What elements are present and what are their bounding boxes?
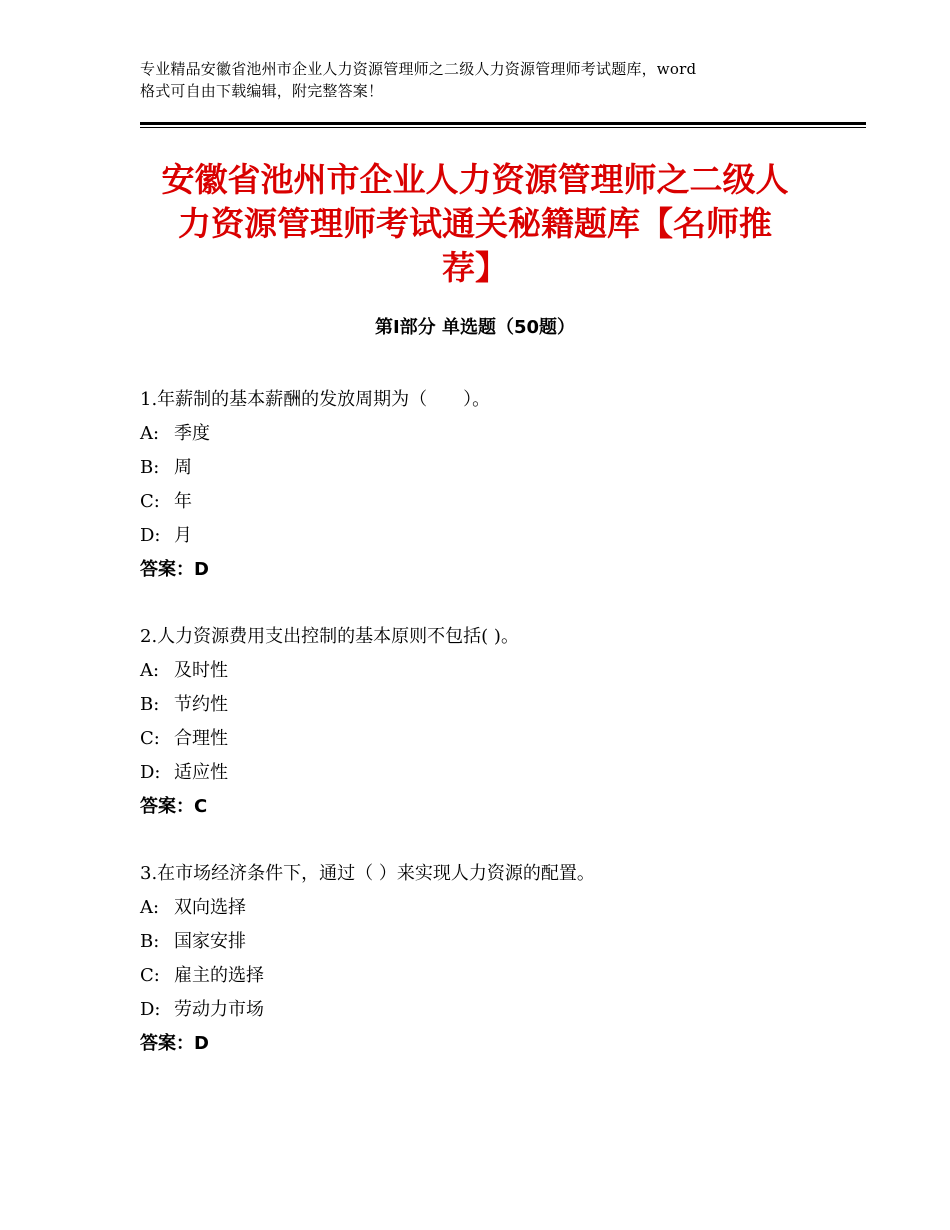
option-letter: B: (140, 457, 160, 478)
option-b (140, 688, 830, 722)
option-letter: D: (140, 999, 161, 1020)
document-title-line-2: 力资源管理师考试通关秘籍题库【名师推 (178, 204, 772, 243)
option-text: 季度 (174, 423, 210, 444)
answer: 答案：D (140, 1033, 209, 1054)
option-text: 国家安排 (174, 931, 246, 952)
option-letter: A: (140, 897, 160, 918)
option-c (140, 959, 830, 993)
answer: 答案：C (140, 796, 208, 817)
header-note-line-2: 格式可自由下载编辑，附完整答案！ (140, 82, 384, 100)
section-title: 第Ⅰ部分 单选题（50题） (374, 317, 575, 338)
option-letter: D: (140, 762, 161, 783)
option-letter: C: (140, 728, 160, 749)
question-stem: 1.年薪制的基本薪酬的发放周期为（ ）。 (140, 389, 491, 410)
option-letter: C: (140, 965, 160, 986)
option-letter: A: (140, 660, 160, 681)
option-text: 双向选择 (174, 897, 246, 918)
option-c (140, 485, 830, 519)
option-letter: A: (140, 423, 160, 444)
option-text: 周 (174, 457, 192, 478)
option-a (140, 417, 830, 451)
question-list (140, 383, 830, 1094)
option-text: 适应性 (174, 762, 228, 783)
option-letter: B: (140, 694, 160, 715)
option-d (140, 519, 830, 553)
option-letter: B: (140, 931, 160, 952)
option-letter: C: (140, 491, 160, 512)
option-b (140, 451, 830, 485)
header-divider-thick (140, 122, 866, 125)
option-d (140, 756, 830, 790)
option-text: 节约性 (174, 694, 228, 715)
document-title-line-3: 荐】 (442, 248, 508, 287)
option-text: 及时性 (174, 660, 228, 681)
question-1 (140, 383, 830, 587)
option-text: 合理性 (174, 728, 228, 749)
question-2 (140, 620, 830, 824)
header-note-line-1: 专业精品安徽省池州市企业人力资源管理师之二级人力资源管理师考试题库，word (140, 60, 697, 78)
option-text: 月 (174, 525, 192, 546)
question-stem: 3.在市场经济条件下，通过（ ）来实现人力资源的配置。 (140, 863, 595, 884)
option-a (140, 891, 830, 925)
answer: 答案：D (140, 559, 209, 580)
header-divider-thin (140, 127, 866, 128)
option-text: 劳动力市场 (174, 999, 264, 1020)
question-3 (140, 857, 830, 1061)
option-d (140, 993, 830, 1027)
option-letter: D: (140, 525, 161, 546)
question-stem: 2.人力资源费用支出控制的基本原则不包括( )。 (140, 626, 519, 647)
option-a (140, 654, 830, 688)
option-text: 年 (174, 491, 192, 512)
header-note (140, 58, 830, 102)
option-b (140, 925, 830, 959)
document-title-line-1: 安徽省池州市企业人力资源管理师之二级人 (161, 160, 789, 199)
option-c (140, 722, 830, 756)
option-text: 雇主的选择 (174, 965, 264, 986)
document-title (140, 158, 810, 290)
